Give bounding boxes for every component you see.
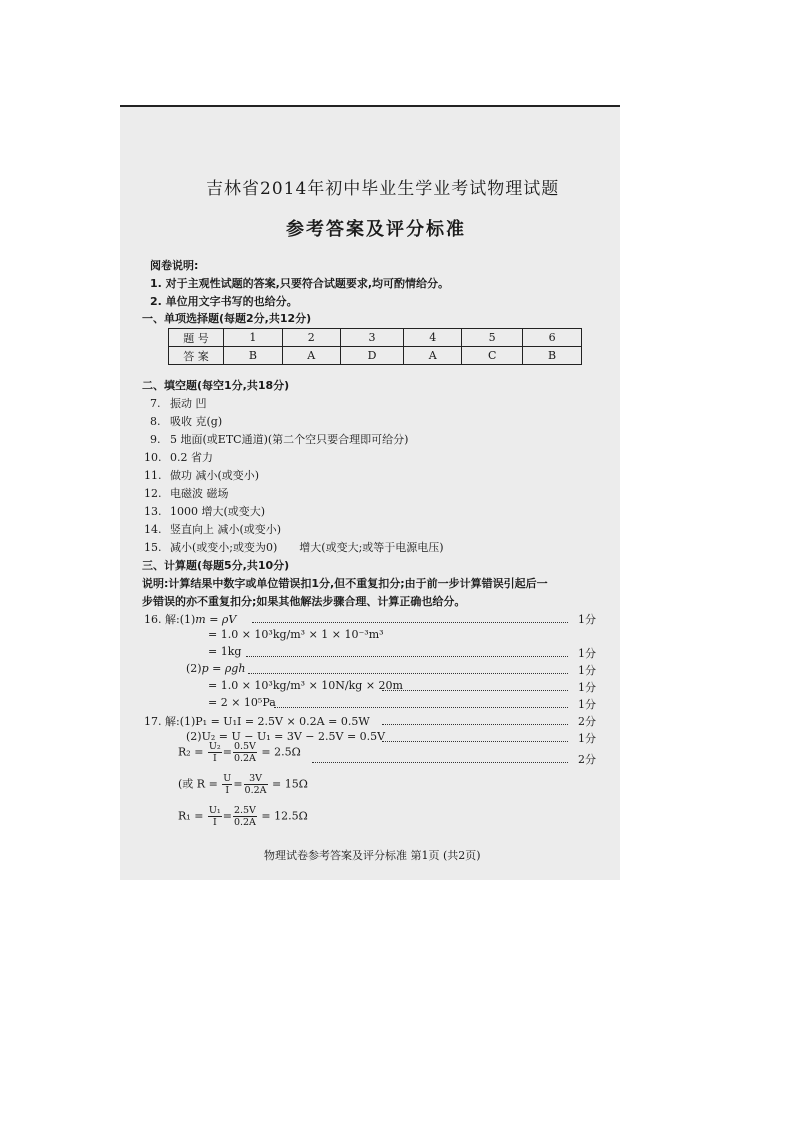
leader-dots [382, 724, 568, 725]
item-answer-second: 增大(或变大;或等于电源电压) [299, 541, 444, 554]
item-answer: 吸收 克(g) [170, 415, 223, 428]
leader-dots [312, 762, 568, 763]
q17-formula: U₂ = U − U₁ = 3V − 2.5V = 0.5V [201, 730, 386, 743]
table-row [169, 347, 582, 365]
table-cell: 5 [462, 329, 523, 347]
list-item [150, 431, 408, 447]
exam-answer-sheet [120, 105, 620, 880]
item-number: 14. [144, 523, 162, 536]
table-cell: A [282, 347, 340, 365]
q16-line: = 1.0 × 10³kg/m³ × 1 × 10⁻³m³ [208, 628, 384, 641]
item-answer: 0.2 省力 [170, 451, 213, 464]
numerator: U [223, 773, 232, 784]
item-answer: 竖直向上 减小(或变小) [170, 523, 282, 536]
item-number: 9. [150, 433, 161, 446]
table-cell: A [404, 347, 462, 365]
table-cell: C [462, 347, 523, 365]
score-points: 1分 [578, 647, 596, 660]
section1-heading: 一、单项选择题(每题2分,共12分) [142, 312, 312, 325]
section3-heading: 三、计算题(每题5分,共10分) [142, 559, 290, 572]
list-item [144, 521, 281, 537]
score-points: 2分 [578, 715, 596, 728]
item-number: 12. [144, 487, 162, 500]
q17-alt-line: (或 R = $\frac{U}{I}$ = $\frac{3V}{0.2A}$ = 15Ω [178, 773, 308, 796]
leader-dots [382, 690, 568, 691]
denominator: I [225, 785, 230, 796]
numerator: 3V [244, 773, 268, 785]
section3-note: 步错误的亦不重复扣分;如果其他解法步骤合理、计算正确也给分。 [142, 595, 466, 608]
table-cell: D [340, 347, 404, 365]
alt-result: = 15Ω [272, 777, 308, 791]
table-cell: B [224, 347, 283, 365]
alt-lhs: (或 R = [178, 777, 218, 791]
item-answer: 5 地面(或ETC通道)(第二个空只要合理即可给分) [170, 433, 409, 446]
leader-dots [246, 656, 568, 657]
q16-line: = 1kg [208, 645, 242, 658]
leader-dots [252, 622, 568, 623]
q17-line [144, 713, 370, 729]
list-item [144, 503, 265, 519]
table-cell: 1 [224, 329, 283, 347]
leader-dots [248, 673, 568, 674]
list-item [144, 485, 229, 501]
note-item: 2. 单位用文字书写的也给分。 [150, 295, 298, 308]
fraction [222, 773, 232, 796]
list-item [150, 413, 222, 429]
answer-table [168, 328, 582, 365]
document-title: 吉林省2014年初中毕业生学业考试物理试题 [206, 179, 560, 199]
fraction [244, 773, 268, 796]
score-points: 1分 [578, 681, 596, 694]
list-item [144, 449, 213, 465]
document-subtitle: 参考答案及评分标准 [286, 219, 466, 240]
q17-label: 17. 解:(1) [144, 715, 196, 728]
q16-line: = 2 × 10⁵Pa [208, 696, 276, 709]
denominator: I [212, 753, 217, 764]
leader-dots [274, 707, 568, 708]
score-points: 1分 [578, 664, 596, 677]
score-points: 1分 [578, 732, 596, 745]
q16-line [186, 662, 245, 675]
notes-heading: 阅卷说明: [150, 259, 199, 272]
item-number: 10. [144, 451, 162, 464]
item-answer: 电磁波 磁场 [170, 487, 229, 500]
section2-heading: 二、填空题(每空1分,共18分) [142, 379, 290, 392]
item-number: 11. [144, 469, 162, 482]
numerator: 0.5V [233, 741, 256, 752]
item-number: 13. [144, 505, 162, 518]
fraction [233, 805, 257, 828]
denominator: 0.2A [244, 785, 267, 796]
list-item [150, 395, 207, 411]
score-points: 1分 [578, 698, 596, 711]
r2-result: = 2.5Ω [261, 745, 301, 759]
table-cell: 4 [404, 329, 462, 347]
r1-result: = 12.5Ω [261, 809, 308, 823]
table-label-number: 题 号 [169, 329, 224, 347]
section3-note: 说明:计算结果中数字或单位错误扣1分,但不重复扣分;由于前一步计算错误引起后一 [142, 577, 548, 590]
item-number: 8. [150, 415, 161, 428]
item-answer: 振动 凹 [170, 397, 207, 410]
q17-formula: P₁ = U₁I = 2.5V × 0.2A = 0.5W [195, 715, 370, 728]
q16-formula: m = ρV [195, 613, 237, 626]
denominator: 0.2A [233, 753, 256, 764]
table-cell: 2 [282, 329, 340, 347]
q17-r2-line: R₂ = $\frac{\text{U₂}}{I}$ = $\frac{0.5V}{0.2A}$ = 2.5Ω [178, 741, 301, 764]
leader-dots [382, 741, 568, 742]
table-cell: B [523, 347, 582, 365]
score-points: 2分 [578, 753, 596, 766]
q17-r1-line: R₁ = $\frac{\text{U₁}}{I}$ = $\frac{2.5V}{0.2A}$ = 12.5Ω [178, 805, 308, 828]
q16-label: 16. 解:(1) [144, 613, 196, 626]
q16-line [144, 611, 236, 627]
denominator: 0.2A [233, 817, 256, 828]
page-footer: 物理试卷参考答案及评分标准 第1页 (共2页) [264, 849, 481, 862]
table-cell: 3 [340, 329, 404, 347]
q17-part-label: (2) [186, 730, 202, 743]
item-answer: 减小(或变小;或变为0) [170, 541, 278, 554]
table-cell: 6 [523, 329, 582, 347]
table-label-answer: 答 案 [169, 347, 224, 365]
fraction [208, 805, 222, 828]
list-item [144, 467, 259, 483]
item-answer: 做功 减小(或变小) [170, 469, 260, 482]
score-points: 1分 [578, 613, 596, 626]
list-item [144, 539, 444, 555]
numerator: U₂ [208, 741, 221, 752]
item-number: 7. [150, 397, 161, 410]
r2-lhs: R₂ = [178, 745, 204, 759]
denominator: I [212, 817, 217, 828]
q16-part-label: (2) [186, 662, 202, 675]
r1-lhs: R₁ = [178, 809, 204, 823]
note-item: 1. 对于主观性试题的答案,只要符合试题要求,均可酌情给分。 [150, 277, 450, 290]
fraction [208, 741, 222, 764]
numerator: U₁ [208, 805, 221, 816]
fraction [233, 741, 257, 764]
item-answer: 1000 增大(或变大) [170, 505, 266, 518]
table-row [169, 329, 582, 347]
q16-line: = 1.0 × 10³kg/m³ × 10N/kg × 20m [208, 679, 403, 692]
item-number: 15. [144, 541, 162, 554]
numerator: 2.5V [233, 805, 256, 816]
q16-formula: p = ρgh [201, 662, 246, 675]
